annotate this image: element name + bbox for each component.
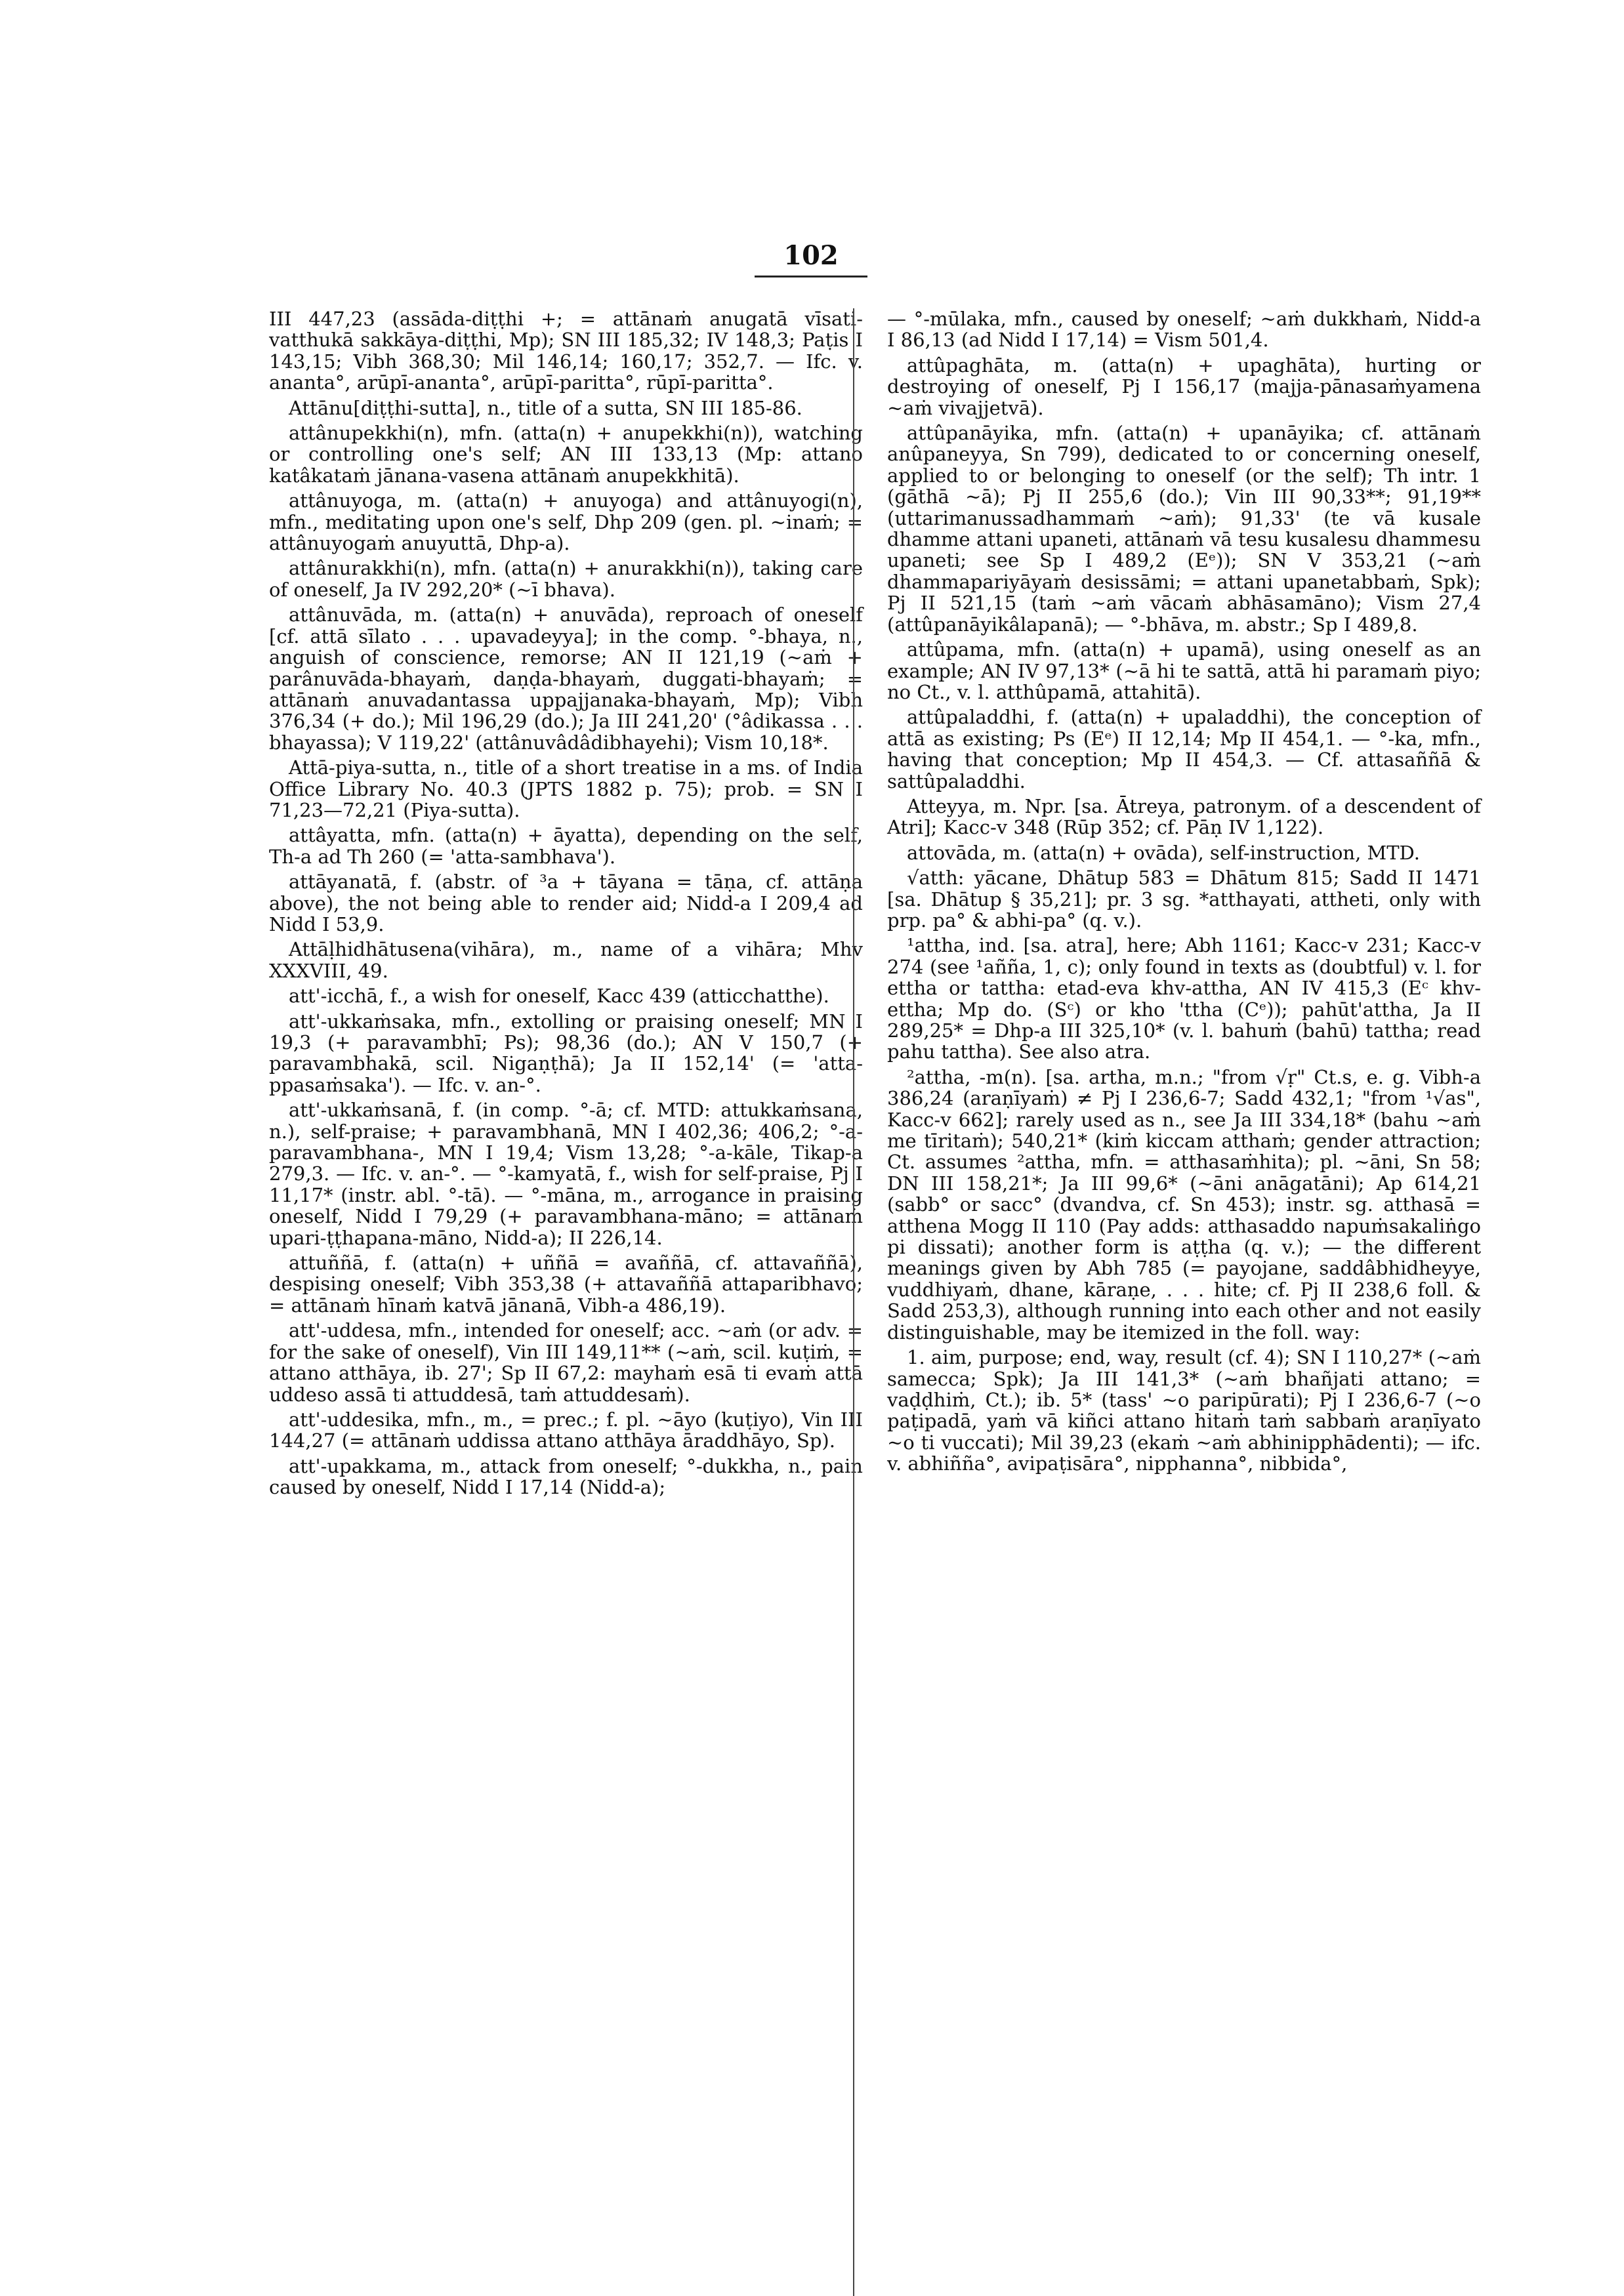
left-column — [269, 308, 863, 1502]
dictionary-entry: attûpaladdhi, f. (atta(n) + upaladdhi), the conception of attā as existing; Ps (Eᵉ) II 12,14; Mp II 454,1. — °-ka, mfn., having that conception; Mp II 454,3. — Cf. attasaññā & sattûpaladdhi. — [887, 706, 1481, 792]
dictionary-entry: — °-mūlaka, mfn., caused by oneself; ~aṁ dukkhaṁ, Nidd-a I 86,13 (ad Nidd I 17,14) = Vism 501,4. — [887, 308, 1481, 352]
dictionary-entry: attânuvāda, m. (atta(n) + anuvāda), reproach of oneself [cf. attā sīlato . . . upavadeyya]; in the comp. °-bhaya, n., anguish of conscience, remorse; AN II 121,19 (~aṁ + parânuvāda-bhayaṁ, daṇḍa-bhayaṁ, duggati-bhayaṁ; = attānaṁ anuvadantassa uppajjanaka-bhayaṁ, Mp); Vibh 376,34 (+ do.); Mil 196,29 (do.); Ja III 241,20' (°âdikassa . . . bhayassa); V 119,22' (attânuvâdâdibhayehi); Vism 10,18*. — [269, 604, 863, 754]
header-rule — [755, 276, 867, 277]
dictionary-entry: att'-uddesika, mfn., m., = prec.; f. pl. ~āyo (kuṭiyo), Vin III 144,27 (= attānaṁ uddissa attano atthāya āraddhāyo, Sp). — [269, 1408, 863, 1452]
dictionary-entry: attovāda, m. (atta(n) + ovāda), self-instruction, MTD. — [907, 841, 1420, 864]
dictionary-entry: attânurakkhi(n), mfn. (atta(n) + anurakkhi(n)), taking care of oneself, Ja IV 292,20* (~ī bhava). — [269, 557, 863, 601]
page-number: 102 — [783, 240, 839, 271]
dictionary-entry: attuññā, f. (atta(n) + uññā = avaññā, cf. attavaññā), despising oneself; Vibh 353,38 (+ attavaññā attaparibhavo; = attānaṁ hīnaṁ katvā jānanā, Vibh-a 486,19). — [269, 1252, 863, 1317]
right-column — [887, 308, 1481, 1479]
dictionary-entry: attânuyoga, m. (atta(n) + anuyoga) and attânuyogi(n), mfn., meditating upon one's self, Dhp 209 (gen. pl. ~inaṁ; = attânuyogaṁ anuyuttā, Dhp-a). — [269, 489, 863, 555]
dictionary-entry: attûpanāyika, mfn. (atta(n) + upanāyika; cf. attānaṁ anûpaneyya, Sn 799), dedicated to or concerning oneself, applied to or belonging to oneself (or the self); Th intr. 1 (gāthā ~ā); Pj II 255,6 (do.); Vin III 90,33**; 91,19** (uttarimanussadhammaṁ ~aṁ); 91,33' (te vā kusale dhamme attani upaneti, attānaṁ vā tesu kusalesu dhammesu upaneti; see Sp I 489,2 (Eᵉ)); SN V 353,21 (~aṁ dhammapariyāyaṁ desissāmi; = attani upanetabbaṁ, Spk); Pj II 521,15 (taṁ ~aṁ vācaṁ abhāsamāno); Vism 27,4 (attûpanāyikâlapanā); — °-bhāva, m. abstr.; Sp I 489,8. — [887, 422, 1481, 636]
dictionary-entry: att'-ukkaṁsaka, mfn., extolling or praising oneself; MN I 19,3 (+ paravambhī; Ps); 98,36 (do.); AN V 150,7 (+ paravambhakā, scil. Nigaṇṭhā); Ja II 152,14' (= 'atta-ppasaṁsaka'). — Ifc. v. an-°. — [269, 1010, 863, 1096]
column-divider — [853, 308, 854, 2296]
dictionary-entry: Atteyya, m. Npr. [sa. Ātreya, patronym. of a descendent of Atri]; Kacc-v 348 (Rūp 352; cf. Pāṇ IV 1,122). — [887, 794, 1481, 839]
dictionary-entry: 1. aim, purpose; end, way, result (cf. 4); SN I 110,27* (~aṁ samecca; Spk); Ja III 141,3* (~aṁ bhañjati attano; = vaḍḍhiṁ, Ct.); ib. 5* (tass' ~o paripūrati); Pj I 236,6-7 (~o paṭipadā, yaṁ vā kiñci attano hitaṁ taṁ sabbaṁ araṇīyato ~o ti vuccati); Mil 39,23 (ekaṁ ~aṁ abhinipphādenti); — ifc. v. abhiñña°, avipaṭisāra°, nipphanna°, nibbida°, — [887, 1346, 1481, 1475]
dictionary-entry: Attāḷhidhātusena(vihāra), m., name of a vihāra; Mhv XXXVIII, 49. — [269, 938, 863, 982]
dictionary-entry: attânupekkhi(n), mfn. (atta(n) + anupekkhi(n)), watching or controlling one's self; AN III 133,13 (Mp: attano katâkataṁ jānana-vasena attānaṁ anupekkhitā). — [269, 422, 863, 487]
dictionary-entry: Attā-piya-sutta, n., title of a short treatise in a ms. of India Office Library No. 40.3 (JPTS 1882 p. 75); prob. = SN I 71,23—72,21 (Piya-sutta). — [269, 756, 863, 821]
dictionary-entry: ²attha, -m(n). [sa. artha, m.n.; "from √ṛ" Ct.s, e. g. Vibh-a 386,24 (araṇīyaṁ) ≠ Pj I 236,6-7; Sadd 432,1; "from ¹√as", Kacc-v 662]; rarely used as n., see Ja III 334,18* (bahu ~aṁ me tīritaṁ); 540,21* (kiṁ kiccam atthaṁ; gender attraction; Ct. assumes ²attha, mfn. = atthasaṁhita); pl. ~āni, Sn 58; DN III 158,21*; Ja III 99,6* (~āni anāgatāni); Ap 614,21 (sabb° or sacc° (dvandva, cf. Sn 453); instr. sg. atthasā = atthena Mogg II 110 (Pay adds: atthasaddo napuṁsakaliṅgo pi dissati); another form is aṭṭha (q. v.); — the different meanings given by Abh 785 (= payojane, saddâbhidheyye, vuddhiyaṁ, dhane, kāraṇe, . . . hite; cf. Pj II 238,6 foll. & Sadd 253,3), although running into each other and not easily distinguishable, may be itemized in the foll. way: — [887, 1065, 1481, 1343]
dictionary-entry: att'-upakkama, m., attack from oneself; °-dukkha, n., pain caused by oneself, Nidd I 17,14 (Nidd-a); — [269, 1454, 863, 1499]
dictionary-entry: att'-uddesa, mfn., intended for oneself; acc. ~aṁ (or adv. = for the sake of oneself), Vin III 149,11** (~aṁ, scil. kuṭiṁ, = attano atthāya, ib. 27'; Sp II 67,2: mayhaṁ esā ti evaṁ attā uddeso assā ti attuddesā, taṁ attuddesaṁ). — [269, 1319, 863, 1406]
dictionary-entry: attâyatta, mfn. (atta(n) + āyatta), depending on the self, Th-a ad Th 260 (= 'atta-sambhava'). — [269, 824, 863, 868]
dictionary-entry: III 447,23 (assāda-diṭṭhi +; = attānaṁ anugatā vīsati-vatthukā sakkāya-diṭṭhi, Mp); SN III 185,32; IV 148,3; Paṭis I 143,15; Vibh 368,30; Mil 146,14; 160,17; 352,7. — Ifc. v. ananta°, arūpī-ananta°, arūpī-paritta°, rūpī-paritta°. — [269, 308, 863, 394]
dictionary-entry: √atth: yācane, Dhātup 583 = Dhātum 815; Sadd II 1471 [sa. Dhātup § 35,21]; pr. 3 sg. *atthayati, attheti, only with prp. pa° & abhi-pa° (q. v.). — [887, 867, 1481, 932]
dictionary-entry: attûpaghāta, m. (atta(n) + upaghāta), hurting or destroying of oneself, Pj I 156,17 (majja-pānasaṁyamena ~aṁ vivajjetvā). — [887, 354, 1481, 419]
dictionary-entry: att'-icchā, f., a wish for oneself, Kacc 439 (atticchatthe). — [289, 985, 829, 1008]
dictionary-entry: Attānu[diṭṭhi-sutta], n., title of a sutta, SN III 185-86. — [289, 396, 802, 419]
dictionary-entry: attûpama, mfn. (atta(n) + upamā), using oneself as an example; AN IV 97,13* (~ā hi te sattā, attā hi paramaṁ piyo; no Ct., v. l. atthûpamā, attahitā). — [887, 638, 1481, 703]
dictionary-entry: attāyanatā, f. (abstr. of ³a + tāyana = tāṇa, cf. attāṇa above), the not being able to render aid; Nidd-a I 209,4 ad Nidd I 53,9. — [269, 871, 863, 935]
dictionary-entry: att'-ukkaṁsanā, f. (in comp. °-ā; cf. MTD: attukkaṁsana, n.), self-praise; + paravambhanā, MN I 402,36; 406,2; °-a-paravambhana-, MN I 19,4; Vism 13,28; °-a-kāle, Tikap-a 279,3. — Ifc. v. an-°. — °-kamyatā, f., wish for self-praise, Pj I 11,17* (instr. abl. °-tā). — °-māna, m., arrogance in praising oneself, Nidd I 79,29 (+ paravambhana-māno; = attānaṁ upari-ṭṭhapana-māno, Nidd-a); II 226,14. — [269, 1099, 863, 1249]
dictionary-entry: ¹attha, ind. [sa. atra], here; Abh 1161; Kacc-v 231; Kacc-v 274 (see ¹añña, 1, c); only found in texts as (doubtful) v. l. for ettha or tattha: etad-eva khv-attha, AN IV 415,3 (Eᶜ khv-ettha; Mp do. (Sᶜ) or kho 'ttha (Cᵉ)); pahūt'attha, Ja II 289,25* = Dhp-a III 325,10* (v. l. bahuṁ (bahū) tattha; read pahu tattha). See also atra. — [887, 934, 1481, 1063]
